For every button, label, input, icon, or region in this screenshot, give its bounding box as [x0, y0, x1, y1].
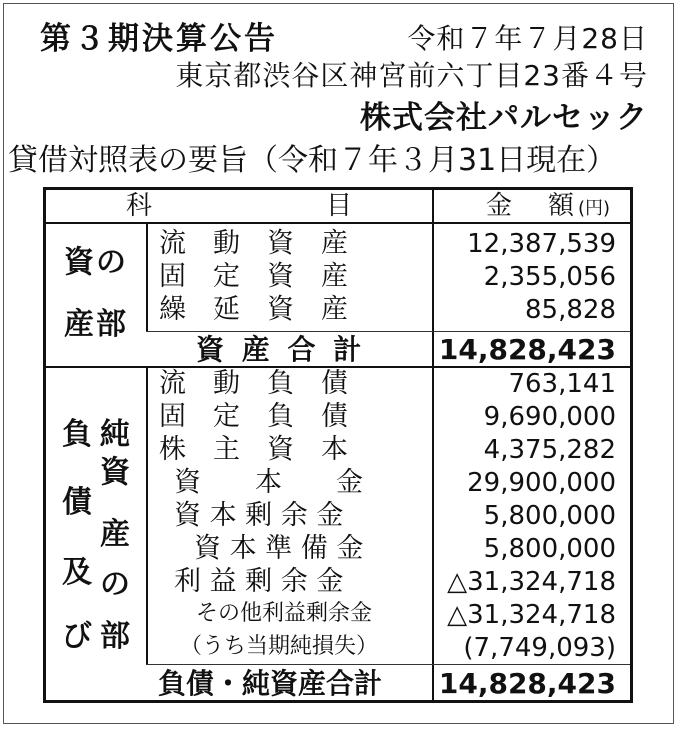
balance-sheet-table: [43, 187, 633, 703]
assets-total-divider: [146, 331, 630, 332]
liabilities-row-value: 5,800,000: [483, 534, 616, 564]
assets-row-value: 12,387,539: [467, 229, 616, 259]
liabilities-row-value: (7,749,093): [463, 633, 616, 663]
company-name: 株式会社パルセック: [360, 100, 648, 136]
amount-header-unit: (円): [578, 198, 611, 219]
liabilities-category-char: 及: [62, 555, 92, 590]
liabilities-row-label: 固 定 負 債: [159, 401, 348, 432]
liabilities-row-label: 資 本 剰 余 金: [174, 500, 344, 531]
balance-sheet-subtitle: 貸借対照表の要旨（令和７年３月31日現在）: [8, 143, 617, 178]
liabilities-row-value: 29,900,000: [467, 468, 616, 498]
liabilities-category-char: の: [100, 567, 130, 602]
amount-column-divider: [432, 190, 434, 700]
liabilities-category-divider: [146, 368, 148, 664]
liabilities-total-value: 14,828,423: [438, 667, 616, 700]
assets-row-label: 流 動 資 産: [159, 228, 348, 259]
liabilities-row-label: 利 益 剰 余 金: [174, 566, 344, 597]
assets-category-divider: [146, 224, 148, 332]
liabilities-row-label: （うち当期純損失）: [180, 634, 379, 659]
amount-header-2: 額: [548, 191, 575, 221]
assets-category-line2: 産部: [64, 307, 128, 342]
liabilities-row-label: 株 主 資 本: [159, 434, 348, 465]
assets-row-value: 2,355,056: [483, 262, 616, 292]
liabilities-row-label: 資 本 準 備 金: [194, 533, 364, 564]
assets-row-value: 85,828: [525, 295, 616, 325]
liabilities-total-divider: [146, 664, 630, 665]
liabilities-category-char: 資: [100, 455, 130, 490]
liabilities-category-char: 産: [100, 517, 130, 552]
amount-header-1: 金: [486, 191, 513, 221]
subject-header-1: 科: [126, 191, 153, 221]
liabilities-row-value: 9,690,000: [483, 402, 616, 432]
liabilities-row-label: 流 動 負 債: [159, 368, 348, 399]
assets-total-value: 14,828,423: [438, 333, 616, 366]
header-divider: [46, 222, 630, 224]
company-address: 東京都渋谷区神宮前六丁目23番４号: [175, 59, 648, 92]
liabilities-row-label: 資 本 金: [174, 467, 363, 498]
liabilities-row-value: △31,324,718: [447, 600, 616, 630]
liabilities-category-char: 債: [62, 485, 92, 520]
assets-total-label: 資 産 合 計: [196, 333, 366, 366]
assets-category-line1: 資の: [64, 245, 128, 280]
assets-row-label: 固 定 資 産: [159, 261, 348, 292]
liabilities-row-label: その他利益剰余金: [196, 601, 373, 626]
liabilities-row-value: 763,141: [508, 369, 616, 399]
liabilities-row-value: 5,800,000: [483, 501, 616, 531]
subject-header-2: 目: [326, 191, 353, 221]
liabilities-row-value: △31,324,718: [447, 567, 616, 597]
liabilities-category-char: 部: [100, 619, 130, 654]
liabilities-category-char: 負: [62, 417, 92, 452]
liabilities-total-label: 負債・純資産合計: [158, 667, 383, 700]
assets-row-label: 繰 延 資 産: [159, 294, 348, 325]
liabilities-category-char: び: [62, 619, 92, 654]
liabilities-category-char: 純: [100, 417, 130, 452]
notice-date: 令和７年７月28日: [407, 22, 648, 55]
liabilities-row-value: 4,375,282: [483, 435, 616, 465]
notice-title: 第３期決算公告: [40, 21, 278, 57]
